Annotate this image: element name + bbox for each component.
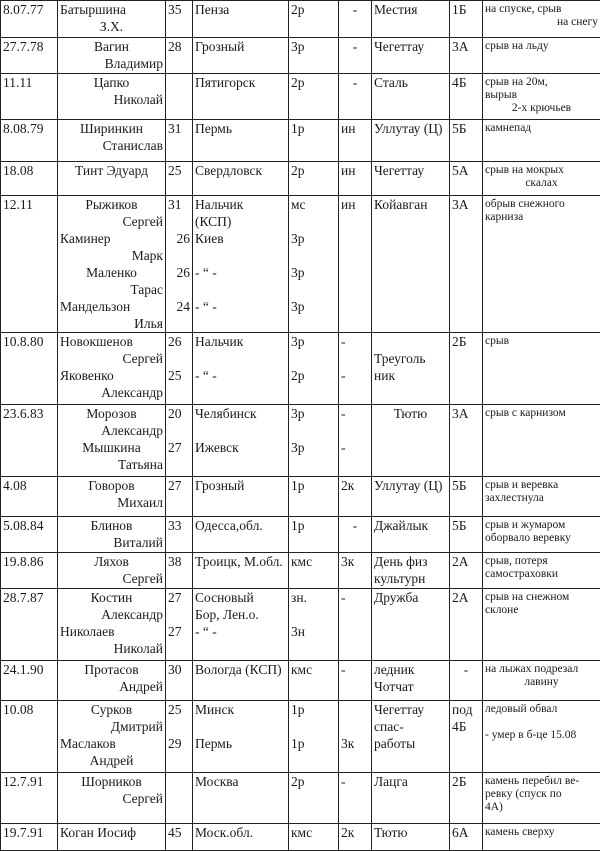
date-cell: 4.08 (1, 477, 58, 517)
mark-cell: - (339, 74, 372, 120)
age-cell: 26 25 (166, 333, 193, 405)
table-row (1, 477, 600, 517)
city-cell: Грозный (193, 477, 289, 517)
peak-cell: ледник Чотчат (372, 661, 450, 701)
grade-cell: 2А (450, 553, 483, 589)
note-cell: срыв, потеря самостраховки (483, 553, 600, 589)
rank-cell: мс 3р 3р 3р (289, 196, 339, 333)
city-cell: Пятигорск (193, 74, 289, 120)
table-row (1, 824, 600, 851)
table-row (1, 74, 600, 120)
rank-cell: 3р (289, 38, 339, 74)
table-row (1, 333, 600, 405)
note-cell: обрыв снежного карниза (483, 196, 600, 333)
date-cell: 12.11 (1, 196, 58, 333)
mark-cell: 2к (339, 477, 372, 517)
grade-cell: 5Б (450, 120, 483, 162)
name-cell: Батыршина З.Х. (58, 1, 166, 38)
age-cell: 31 26 26 24 (166, 196, 193, 333)
city-cell: Пермь (193, 120, 289, 162)
date-cell: 8.08.79 (1, 120, 58, 162)
name-cell: Коган Иосиф (58, 824, 166, 851)
table-row (1, 162, 600, 196)
peak-cell: Треуголь ник (372, 333, 450, 405)
note-cell: камень перебил ве- ревку (спуск по 4А) (483, 773, 600, 824)
city-cell: Одесса,обл. (193, 517, 289, 553)
date-cell: 28.7.87 (1, 589, 58, 661)
city-cell: Челябинск Ижевск (193, 405, 289, 477)
note-cell: срыв на снежном склоне (483, 589, 600, 661)
table-row (1, 1, 600, 38)
date-cell: 10.08 (1, 701, 58, 773)
table-row (1, 553, 600, 589)
name-cell: Рыжиков Сергей Каминер Марк Маленко Тарас Мандельзон Илья (58, 196, 166, 333)
grade-cell: 2Б (450, 773, 483, 824)
rank-cell: 1р (289, 477, 339, 517)
name-cell: Костин Александр Николаев Николай (58, 589, 166, 661)
peak-cell: Сталь (372, 74, 450, 120)
rank-cell: 1р (289, 517, 339, 553)
age-cell: 25 29 (166, 701, 193, 773)
date-cell: 27.7.78 (1, 38, 58, 74)
mark-cell: - (339, 38, 372, 74)
mark-cell: - (339, 773, 372, 824)
table-row (1, 773, 600, 824)
age-cell: 31 (166, 120, 193, 162)
mark-cell: - (339, 1, 372, 38)
note-cell: срыв на 20м, вырыв 2-х крючьев (483, 74, 600, 120)
age-cell (166, 74, 193, 120)
rank-cell: 3р 2р (289, 333, 339, 405)
city-cell: Троицк, М.обл. (193, 553, 289, 589)
date-cell: 5.08.84 (1, 517, 58, 553)
rank-cell: 2р (289, 162, 339, 196)
note-cell: срыв и жумаром оборвало веревку (483, 517, 600, 553)
city-cell: Моск.обл. (193, 824, 289, 851)
name-cell: Цапко Николай (58, 74, 166, 120)
name-cell: Блинов Виталий (58, 517, 166, 553)
city-cell: Нальчик - “ - (193, 333, 289, 405)
rank-cell: кмс (289, 553, 339, 589)
grade-cell: 3А (450, 38, 483, 74)
note-cell: камень сверху (483, 824, 600, 851)
rank-cell: 2р (289, 773, 339, 824)
table-row (1, 589, 600, 661)
date-cell: 19.8.86 (1, 553, 58, 589)
grade-cell: 5Б (450, 477, 483, 517)
age-cell: 27 (166, 477, 193, 517)
peak-cell: День физ культурн (372, 553, 450, 589)
note-cell: срыв и веревка захлестнула (483, 477, 600, 517)
city-cell: Вологда (КСП) (193, 661, 289, 701)
rank-cell: зн. 3н (289, 589, 339, 661)
table-row (1, 38, 600, 74)
rank-cell: 2р (289, 74, 339, 120)
peak-cell: Чегеттау (372, 38, 450, 74)
city-cell: Нальчик (КСП) Киев - “ - - “ - (193, 196, 289, 333)
age-cell: 45 (166, 824, 193, 851)
table-row (1, 517, 600, 553)
grade-cell: 1Б (450, 1, 483, 38)
note-cell: на спуске, срыв на снегу (483, 1, 600, 38)
mark-cell: - (339, 589, 372, 661)
table-row (1, 701, 600, 773)
age-cell: 35 (166, 1, 193, 38)
name-cell: Тинт Эдуард (58, 162, 166, 196)
mark-cell: - - (339, 333, 372, 405)
note-cell: срыв на льду (483, 38, 600, 74)
age-cell (166, 773, 193, 824)
table-row (1, 120, 600, 162)
age-cell: 38 (166, 553, 193, 589)
name-cell: Говоров Михаил (58, 477, 166, 517)
date-cell: 10.8.80 (1, 333, 58, 405)
peak-cell: Местия (372, 1, 450, 38)
grade-cell: 2А (450, 589, 483, 661)
name-cell: Протасов Андрей (58, 661, 166, 701)
note-cell: на лыжах подрезал лавину (483, 661, 600, 701)
note-cell: срыв с карнизом (483, 405, 600, 477)
date-cell: 18.08 (1, 162, 58, 196)
rank-cell: 2р (289, 1, 339, 38)
name-cell: Шорников Сергей (58, 773, 166, 824)
city-cell: Сосновый Бор, Лен.о. - “ - (193, 589, 289, 661)
table-row (1, 661, 600, 701)
name-cell: Ляхов Сергей (58, 553, 166, 589)
mark-cell: - (339, 517, 372, 553)
age-cell: 30 (166, 661, 193, 701)
peak-cell: Дружба (372, 589, 450, 661)
peak-cell: Чегеттау спас- работы (372, 701, 450, 773)
name-cell: Морозов Александр Мышкина Татьяна (58, 405, 166, 477)
peak-cell: Уллутау (Ц) (372, 120, 450, 162)
table-row (1, 405, 600, 477)
peak-cell: Уллутау (Ц) (372, 477, 450, 517)
mark-cell: 3к (339, 553, 372, 589)
date-cell: 24.1.90 (1, 661, 58, 701)
peak-cell: Лацга (372, 773, 450, 824)
name-cell: Ширинкин Станислав (58, 120, 166, 162)
peak-cell: Койавган (372, 196, 450, 333)
age-cell: 20 27 (166, 405, 193, 477)
grade-cell: 3А (450, 405, 483, 477)
date-cell: 19.7.91 (1, 824, 58, 851)
grade-cell: 5Б (450, 517, 483, 553)
city-cell: Грозный (193, 38, 289, 74)
age-cell: 33 (166, 517, 193, 553)
rank-cell: кмс (289, 661, 339, 701)
city-cell: Минск Пермь (193, 701, 289, 773)
peak-cell: Джайлык (372, 517, 450, 553)
rank-cell: 1р 1р (289, 701, 339, 773)
city-cell: Москва (193, 773, 289, 824)
age-cell: 25 (166, 162, 193, 196)
grade-cell: 6А (450, 824, 483, 851)
grade-cell: 5А (450, 162, 483, 196)
name-cell: Сурков Дмитрий Маслаков Андрей (58, 701, 166, 773)
note-cell: срыв (483, 333, 600, 405)
mark-cell: ин (339, 162, 372, 196)
name-cell: Вагин Владимир (58, 38, 166, 74)
mark-cell: ин (339, 120, 372, 162)
grade-cell: 2Б (450, 333, 483, 405)
name-cell: Новокшенов Сергей Яковенко Александр (58, 333, 166, 405)
city-cell: Пенза (193, 1, 289, 38)
mark-cell: - (339, 661, 372, 701)
peak-cell: Тютю (372, 824, 450, 851)
mark-cell: ин (339, 196, 372, 333)
city-cell: Свердловск (193, 162, 289, 196)
age-cell: 27 27 (166, 589, 193, 661)
note-cell: срыв на мокрых скалах (483, 162, 600, 196)
peak-cell: Тютю (372, 405, 450, 477)
date-cell: 12.7.91 (1, 773, 58, 824)
age-cell: 28 (166, 38, 193, 74)
rank-cell: кмс (289, 824, 339, 851)
peak-cell: Чегеттау (372, 162, 450, 196)
rank-cell: 3р 3р (289, 405, 339, 477)
date-cell: 8.07.77 (1, 1, 58, 38)
date-cell: 11.11 (1, 74, 58, 120)
mark-cell: 3к (339, 701, 372, 773)
rank-cell: 1р (289, 120, 339, 162)
mark-cell: - - (339, 405, 372, 477)
note-cell: ледовый обвал - умер в б-це 15.08 (483, 701, 600, 773)
grade-cell: под 4Б (450, 701, 483, 773)
table-row (1, 196, 600, 333)
note-cell: камнепад (483, 120, 600, 162)
grade-cell: 3А (450, 196, 483, 333)
mark-cell: 2к (339, 824, 372, 851)
date-cell: 23.6.83 (1, 405, 58, 477)
grade-cell: 4Б (450, 74, 483, 120)
grade-cell: - (450, 661, 483, 701)
